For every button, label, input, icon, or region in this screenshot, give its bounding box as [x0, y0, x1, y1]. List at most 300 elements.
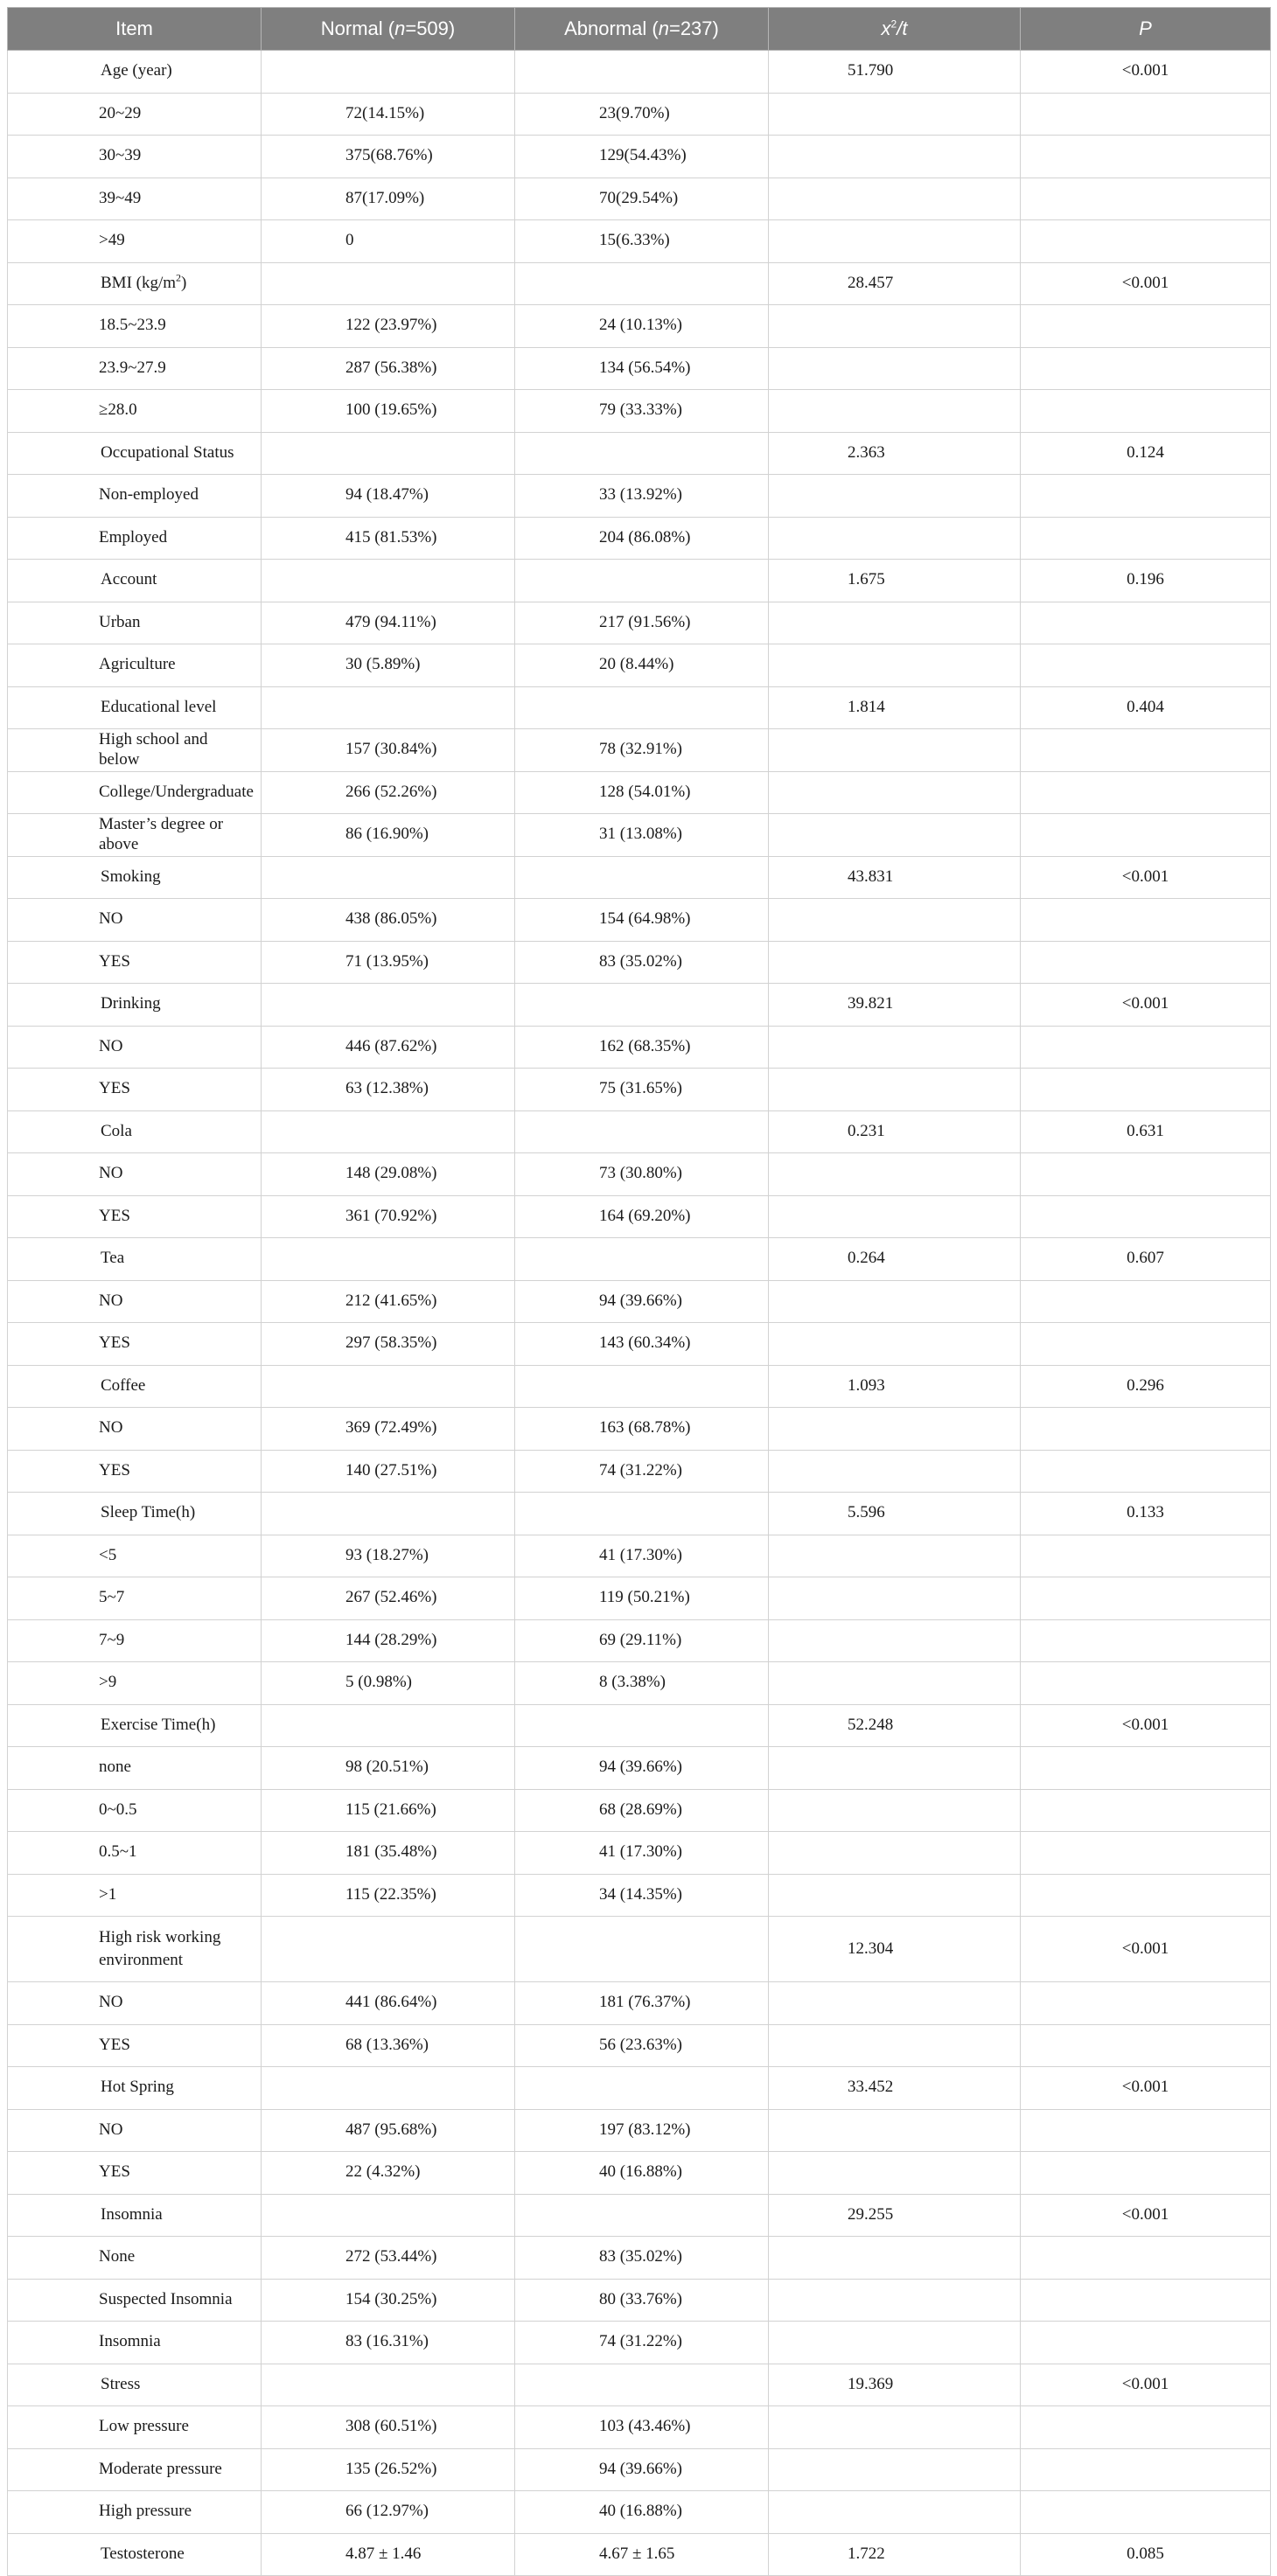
cell-item: BMI $(kg/m^2)$	[8, 262, 262, 305]
cell-normal: 479 (94.11%)	[262, 602, 515, 644]
table-row	[8, 1874, 1271, 1917]
cell-item: YES	[8, 1450, 262, 1493]
cell-abnormal	[515, 856, 769, 899]
cell-p-value: 0.196	[1021, 560, 1271, 602]
table-row	[8, 1110, 1271, 1153]
cell-abnormal: 56 (23.63%)	[515, 2024, 769, 2067]
cell-p-value: <0.001	[1021, 2067, 1271, 2110]
table-row	[8, 1619, 1271, 1662]
table-row	[8, 941, 1271, 984]
cell-normal: 98 (20.51%)	[262, 1747, 515, 1790]
cell-statistic	[769, 1323, 1021, 1366]
cell-item: Smoking	[8, 856, 262, 899]
cell-statistic	[769, 1195, 1021, 1238]
cell-statistic: 33.452	[769, 2067, 1021, 2110]
cell-abnormal: 31 (13.08%)	[515, 814, 769, 857]
table-row	[8, 1982, 1271, 2025]
cell-p-value	[1021, 1408, 1271, 1451]
cell-normal: 71 (13.95%)	[262, 941, 515, 984]
cell-statistic: 39.821	[769, 984, 1021, 1027]
header-normal: Normal (n=509)	[262, 8, 515, 51]
cell-statistic	[769, 899, 1021, 942]
cell-statistic	[769, 644, 1021, 687]
table-row	[8, 984, 1271, 1027]
cell-abnormal: 75 (31.65%)	[515, 1069, 769, 1111]
cell-normal: 87(17.09%)	[262, 178, 515, 220]
cell-abnormal: 40 (16.88%)	[515, 2152, 769, 2195]
cell-statistic: 51.790	[769, 51, 1021, 94]
cell-item: High school and below	[8, 729, 262, 772]
cell-statistic: 1.814	[769, 686, 1021, 729]
cell-abnormal: 181 (76.37%)	[515, 1982, 769, 2025]
cell-normal: 297 (58.35%)	[262, 1323, 515, 1366]
table-row	[8, 2491, 1271, 2534]
table-row	[8, 729, 1271, 772]
cell-abnormal: 68 (28.69%)	[515, 1789, 769, 1832]
table-row	[8, 1323, 1271, 1366]
cell-p-value	[1021, 771, 1271, 814]
cell-item: Low pressure	[8, 2406, 262, 2449]
table-header	[8, 8, 1271, 51]
cell-item: None	[8, 2237, 262, 2280]
table-row	[8, 136, 1271, 178]
cell-p-value: 0.296	[1021, 1365, 1271, 1408]
cell-statistic: 12.304	[769, 1917, 1021, 1982]
cell-p-value	[1021, 2491, 1271, 2534]
cell-statistic	[769, 729, 1021, 772]
cell-statistic	[769, 1026, 1021, 1069]
cell-abnormal	[515, 2067, 769, 2110]
cell-normal: 441 (86.64%)	[262, 1982, 515, 2025]
cell-statistic: 5.596	[769, 1493, 1021, 1535]
cell-item: Educational level	[8, 686, 262, 729]
cell-p-value	[1021, 2448, 1271, 2491]
cell-normal: 212 (41.65%)	[262, 1280, 515, 1323]
cell-normal: 267 (52.46%)	[262, 1577, 515, 1620]
cell-abnormal: 78 (32.91%)	[515, 729, 769, 772]
table-row	[8, 1408, 1271, 1451]
cell-abnormal	[515, 2364, 769, 2406]
cell-abnormal	[515, 1365, 769, 1408]
cell-p-value	[1021, 1619, 1271, 1662]
cell-p-value: 0.124	[1021, 432, 1271, 475]
table-row	[8, 1535, 1271, 1577]
cell-abnormal: 41 (17.30%)	[515, 1535, 769, 1577]
cell-item: College/Undergraduate	[8, 771, 262, 814]
cell-normal	[262, 1493, 515, 1535]
cell-abnormal: 70(29.54%)	[515, 178, 769, 220]
table-row	[8, 1747, 1271, 1790]
table-row	[8, 1577, 1271, 1620]
cell-item: Occupational Status	[8, 432, 262, 475]
cell-p-value	[1021, 1577, 1271, 1620]
cell-statistic	[769, 1280, 1021, 1323]
table-row	[8, 602, 1271, 644]
cell-item: Master’s degree or above	[8, 814, 262, 857]
cell-item: <5	[8, 1535, 262, 1577]
cell-normal: 122 (23.97%)	[262, 305, 515, 348]
table-row	[8, 2024, 1271, 2067]
table-row	[8, 2152, 1271, 2195]
cell-statistic	[769, 1789, 1021, 1832]
cell-statistic	[769, 2237, 1021, 2280]
table-row	[8, 899, 1271, 942]
cell-abnormal: 80 (33.76%)	[515, 2279, 769, 2322]
cell-normal: 0	[262, 220, 515, 263]
cell-statistic	[769, 475, 1021, 518]
cell-normal: 144 (28.29%)	[262, 1619, 515, 1662]
cell-abnormal: 15(6.33%)	[515, 220, 769, 263]
cell-normal: 181 (35.48%)	[262, 1832, 515, 1875]
table-row	[8, 1365, 1271, 1408]
cell-normal: 148 (29.08%)	[262, 1153, 515, 1196]
cell-abnormal	[515, 2194, 769, 2237]
cell-item: Employed	[8, 517, 262, 560]
cell-abnormal: 24 (10.13%)	[515, 305, 769, 348]
cell-statistic	[769, 347, 1021, 390]
cell-item: 7~9	[8, 1619, 262, 1662]
table-row	[8, 1280, 1271, 1323]
cell-abnormal: 129(54.43%)	[515, 136, 769, 178]
cell-abnormal	[515, 262, 769, 305]
table-row	[8, 2279, 1271, 2322]
table-row	[8, 475, 1271, 518]
cell-item: Cola	[8, 1110, 262, 1153]
cell-normal: 140 (27.51%)	[262, 1450, 515, 1493]
table-row	[8, 2067, 1271, 2110]
cell-statistic: 1.675	[769, 560, 1021, 602]
cell-normal	[262, 1917, 515, 1982]
cell-abnormal: 94 (39.66%)	[515, 2448, 769, 2491]
cell-normal	[262, 51, 515, 94]
cell-p-value	[1021, 136, 1271, 178]
cell-p-value: <0.001	[1021, 2364, 1271, 2406]
cell-item: NO	[8, 1153, 262, 1196]
cell-abnormal: 40 (16.88%)	[515, 2491, 769, 2534]
cell-normal: 22 (4.32%)	[262, 2152, 515, 2195]
cell-abnormal: 20 (8.44%)	[515, 644, 769, 687]
cell-p-value	[1021, 644, 1271, 687]
cell-normal: 68 (13.36%)	[262, 2024, 515, 2067]
cell-item: >49	[8, 220, 262, 263]
cell-p-value	[1021, 2109, 1271, 2152]
cell-abnormal: 217 (91.56%)	[515, 602, 769, 644]
cell-normal	[262, 2194, 515, 2237]
cell-p-value	[1021, 1195, 1271, 1238]
header-p-value: P	[1021, 8, 1271, 51]
cell-abnormal: 74 (31.22%)	[515, 2322, 769, 2364]
table-row	[8, 2533, 1271, 2576]
cell-abnormal: 197 (83.12%)	[515, 2109, 769, 2152]
cell-p-value	[1021, 1535, 1271, 1577]
cell-statistic	[769, 2491, 1021, 2534]
table-row	[8, 856, 1271, 899]
table-row	[8, 1069, 1271, 1111]
cell-p-value	[1021, 2237, 1271, 2280]
table-row	[8, 390, 1271, 433]
cell-normal: 375(68.76%)	[262, 136, 515, 178]
cell-normal: 63 (12.38%)	[262, 1069, 515, 1111]
cell-abnormal: 33 (13.92%)	[515, 475, 769, 518]
cell-p-value: 0.404	[1021, 686, 1271, 729]
cell-statistic	[769, 1535, 1021, 1577]
cell-normal: 135 (26.52%)	[262, 2448, 515, 2491]
cell-abnormal: 4.67 ± 1.65	[515, 2533, 769, 2576]
table-row	[8, 178, 1271, 220]
cell-normal: 83 (16.31%)	[262, 2322, 515, 2364]
cell-statistic	[769, 517, 1021, 560]
cell-normal	[262, 1238, 515, 1281]
cell-p-value	[1021, 1832, 1271, 1875]
header-statistic: $x^2/t$	[769, 8, 1021, 51]
cell-p-value	[1021, 1450, 1271, 1493]
table-row	[8, 2109, 1271, 2152]
cell-p-value	[1021, 1982, 1271, 2025]
table-row	[8, 220, 1271, 263]
cell-p-value	[1021, 1280, 1271, 1323]
table-row	[8, 1493, 1271, 1535]
cell-statistic: 2.363	[769, 432, 1021, 475]
cell-p-value	[1021, 93, 1271, 136]
cell-abnormal	[515, 1704, 769, 1747]
cell-abnormal: 83 (35.02%)	[515, 2237, 769, 2280]
cell-abnormal	[515, 1493, 769, 1535]
table-row	[8, 1917, 1271, 1982]
cell-p-value: <0.001	[1021, 856, 1271, 899]
cell-normal: 93 (18.27%)	[262, 1535, 515, 1577]
cell-p-value	[1021, 305, 1271, 348]
cell-statistic: 1.722	[769, 2533, 1021, 2576]
cell-item: Sleep Time(h)	[8, 1493, 262, 1535]
cell-statistic	[769, 2152, 1021, 2195]
cell-normal: 30 (5.89%)	[262, 644, 515, 687]
table-body	[8, 51, 1271, 2576]
table-row	[8, 305, 1271, 348]
cell-normal: 4.87 ± 1.46	[262, 2533, 515, 2576]
cell-item: Insomnia	[8, 2322, 262, 2364]
cell-normal: 154 (30.25%)	[262, 2279, 515, 2322]
cell-p-value	[1021, 1153, 1271, 1196]
cell-abnormal: 103 (43.46%)	[515, 2406, 769, 2449]
cell-p-value: <0.001	[1021, 51, 1271, 94]
cell-normal	[262, 1110, 515, 1153]
cell-statistic: 28.457	[769, 262, 1021, 305]
table-row	[8, 2448, 1271, 2491]
cell-normal	[262, 856, 515, 899]
cell-normal	[262, 560, 515, 602]
cell-normal	[262, 686, 515, 729]
cell-abnormal: 128 (54.01%)	[515, 771, 769, 814]
cell-item: Urban	[8, 602, 262, 644]
table-row	[8, 1153, 1271, 1196]
cell-p-value	[1021, 2152, 1271, 2195]
table-row	[8, 686, 1271, 729]
cell-normal: 487 (95.68%)	[262, 2109, 515, 2152]
cell-statistic	[769, 1577, 1021, 1620]
cell-abnormal: 79 (33.33%)	[515, 390, 769, 433]
cell-normal: 446 (87.62%)	[262, 1026, 515, 1069]
cell-item: High pressure	[8, 2491, 262, 2534]
table-row	[8, 814, 1271, 857]
cell-p-value	[1021, 1874, 1271, 1917]
cell-abnormal: 164 (69.20%)	[515, 1195, 769, 1238]
cell-p-value	[1021, 1069, 1271, 1111]
cell-p-value	[1021, 2406, 1271, 2449]
cell-p-value	[1021, 517, 1271, 560]
cell-statistic: 0.264	[769, 1238, 1021, 1281]
cell-abnormal: 204 (86.08%)	[515, 517, 769, 560]
cell-abnormal: 143 (60.34%)	[515, 1323, 769, 1366]
table-row	[8, 432, 1271, 475]
table-row	[8, 1704, 1271, 1747]
table-row	[8, 1789, 1271, 1832]
header-row	[8, 8, 1271, 51]
cell-statistic	[769, 1747, 1021, 1790]
cell-statistic: 0.231	[769, 1110, 1021, 1153]
cell-statistic	[769, 136, 1021, 178]
cell-normal: 115 (21.66%)	[262, 1789, 515, 1832]
cell-normal: 361 (70.92%)	[262, 1195, 515, 1238]
table-row	[8, 2237, 1271, 2280]
cell-statistic	[769, 2279, 1021, 2322]
cell-statistic	[769, 93, 1021, 136]
cell-item: YES	[8, 941, 262, 984]
cell-item: Stress	[8, 2364, 262, 2406]
cell-abnormal	[515, 51, 769, 94]
cell-p-value	[1021, 1323, 1271, 1366]
cell-abnormal: 34 (14.35%)	[515, 1874, 769, 1917]
cell-abnormal: 162 (68.35%)	[515, 1026, 769, 1069]
cell-statistic	[769, 1662, 1021, 1705]
cell-item: Drinking	[8, 984, 262, 1027]
cell-p-value	[1021, 941, 1271, 984]
cell-normal: 66 (12.97%)	[262, 2491, 515, 2534]
cell-statistic	[769, 1450, 1021, 1493]
cell-normal: 308 (60.51%)	[262, 2406, 515, 2449]
cell-statistic	[769, 305, 1021, 348]
cell-item: Exercise Time(h)	[8, 1704, 262, 1747]
cell-item: Coffee	[8, 1365, 262, 1408]
cell-normal	[262, 1365, 515, 1408]
table-row	[8, 262, 1271, 305]
cell-normal	[262, 262, 515, 305]
cell-statistic: 52.248	[769, 1704, 1021, 1747]
cell-abnormal	[515, 1917, 769, 1982]
cell-statistic	[769, 1069, 1021, 1111]
cell-statistic	[769, 941, 1021, 984]
cell-item: YES	[8, 1069, 262, 1111]
cell-item: Suspected Insomnia	[8, 2279, 262, 2322]
cell-statistic	[769, 1408, 1021, 1451]
cell-statistic	[769, 1874, 1021, 1917]
cell-normal	[262, 2364, 515, 2406]
cell-abnormal	[515, 560, 769, 602]
cell-item: none	[8, 1747, 262, 1790]
cell-normal: 266 (52.26%)	[262, 771, 515, 814]
cell-p-value	[1021, 1662, 1271, 1705]
cell-p-value	[1021, 602, 1271, 644]
table-row	[8, 1238, 1271, 1281]
cell-p-value	[1021, 178, 1271, 220]
comparison-table	[7, 7, 1271, 2576]
cell-item: Tea	[8, 1238, 262, 1281]
table-row	[8, 517, 1271, 560]
table-row	[8, 51, 1271, 94]
cell-normal: 115 (22.35%)	[262, 1874, 515, 1917]
cell-item: >9	[8, 1662, 262, 1705]
cell-item: Hot Spring	[8, 2067, 262, 2110]
cell-p-value: <0.001	[1021, 984, 1271, 1027]
table-row	[8, 93, 1271, 136]
cell-p-value: 0.631	[1021, 1110, 1271, 1153]
cell-statistic	[769, 1982, 1021, 2025]
cell-normal: 86 (16.90%)	[262, 814, 515, 857]
cell-item: High risk working environment	[8, 1917, 262, 1982]
cell-abnormal: 119 (50.21%)	[515, 1577, 769, 1620]
cell-p-value	[1021, 814, 1271, 857]
cell-abnormal: 134 (56.54%)	[515, 347, 769, 390]
table-row	[8, 560, 1271, 602]
cell-statistic	[769, 771, 1021, 814]
cell-statistic: 1.093	[769, 1365, 1021, 1408]
cell-statistic: 43.831	[769, 856, 1021, 899]
header-item: Item	[8, 8, 262, 51]
cell-p-value	[1021, 390, 1271, 433]
table-row	[8, 771, 1271, 814]
comparison-table-container	[7, 7, 1270, 2576]
cell-p-value	[1021, 899, 1271, 942]
table-row	[8, 2406, 1271, 2449]
cell-item: 5~7	[8, 1577, 262, 1620]
cell-item: NO	[8, 1408, 262, 1451]
cell-statistic	[769, 2406, 1021, 2449]
cell-abnormal	[515, 432, 769, 475]
cell-p-value: <0.001	[1021, 1917, 1271, 1982]
cell-item: Account	[8, 560, 262, 602]
cell-item: NO	[8, 1026, 262, 1069]
cell-statistic	[769, 2024, 1021, 2067]
cell-item: 30~39	[8, 136, 262, 178]
cell-abnormal: 41 (17.30%)	[515, 1832, 769, 1875]
cell-p-value	[1021, 220, 1271, 263]
cell-statistic: 19.369	[769, 2364, 1021, 2406]
table-row	[8, 1195, 1271, 1238]
cell-normal: 287 (56.38%)	[262, 347, 515, 390]
cell-item: NO	[8, 1280, 262, 1323]
cell-item: YES	[8, 1195, 262, 1238]
header-abnormal: Abnormal (n=237)	[515, 8, 769, 51]
cell-normal: 100 (19.65%)	[262, 390, 515, 433]
cell-p-value: 0.085	[1021, 2533, 1271, 2576]
cell-item: YES	[8, 2024, 262, 2067]
cell-p-value	[1021, 1789, 1271, 1832]
cell-statistic	[769, 2448, 1021, 2491]
cell-item: 23.9~27.9	[8, 347, 262, 390]
cell-abnormal: 94 (39.66%)	[515, 1280, 769, 1323]
cell-p-value: <0.001	[1021, 262, 1271, 305]
cell-statistic	[769, 1153, 1021, 1196]
cell-item: >1	[8, 1874, 262, 1917]
cell-normal	[262, 432, 515, 475]
cell-item: YES	[8, 2152, 262, 2195]
cell-item: 0.5~1	[8, 1832, 262, 1875]
cell-abnormal: 83 (35.02%)	[515, 941, 769, 984]
cell-statistic	[769, 178, 1021, 220]
cell-p-value	[1021, 2024, 1271, 2067]
cell-statistic	[769, 2322, 1021, 2364]
cell-p-value: <0.001	[1021, 2194, 1271, 2237]
cell-normal	[262, 2067, 515, 2110]
